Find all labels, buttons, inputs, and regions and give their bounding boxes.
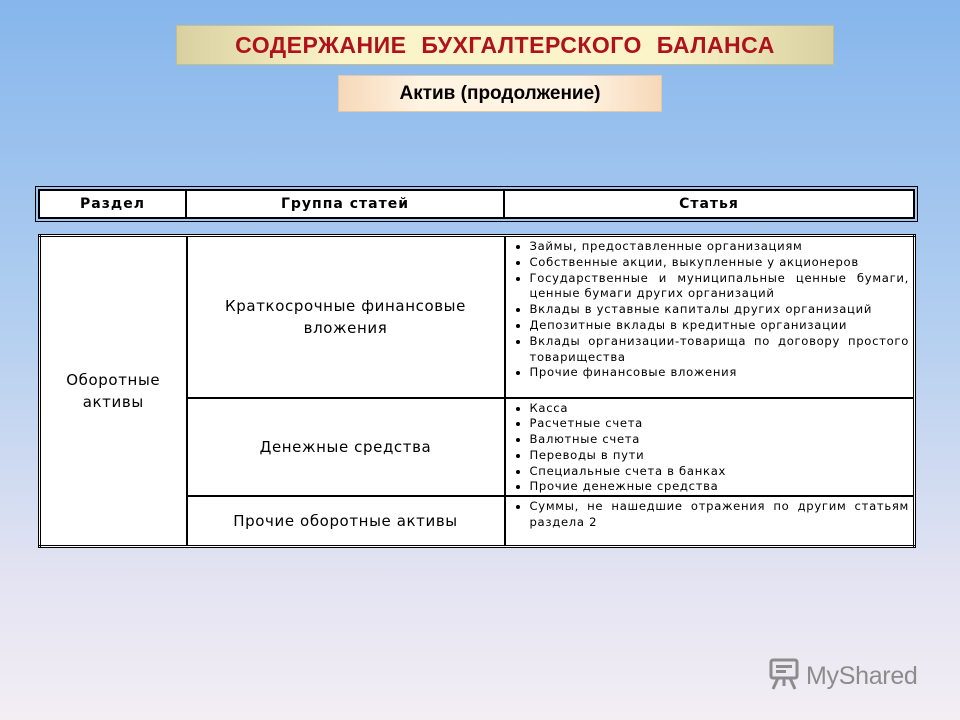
list-item: • Вклады организации-товарища по договору простого товарищества bbox=[530, 334, 910, 366]
watermark bbox=[766, 656, 936, 696]
list-item: • Валютные счета bbox=[530, 432, 910, 448]
list-item: • Специальные счета в банках bbox=[530, 464, 910, 480]
list-item: • Прочие финансовые вложения bbox=[530, 365, 910, 381]
list-item: • Государственные и муниципальные ценные бумаги, ценные бумаги других организаций bbox=[530, 271, 910, 303]
list-item: • Займы, предоставленные организациям bbox=[530, 239, 910, 255]
slide-subtitle: Актив (продолжение) bbox=[338, 75, 662, 112]
group-cell: Прочие оборотные активы bbox=[187, 496, 505, 546]
article-cell bbox=[505, 236, 915, 398]
slide-title: СОДЕРЖАНИЕ БУХГАЛТЕРСКОГО БАЛАНСА bbox=[176, 25, 834, 65]
list-item: • Переводы в пути bbox=[530, 448, 910, 464]
table-row bbox=[40, 236, 915, 398]
balance-table bbox=[38, 234, 916, 548]
list-item: • Вклады в уставные капиталы других организаций bbox=[530, 302, 910, 318]
group-cell: Краткосрочные финансовые вложения bbox=[187, 236, 505, 398]
header-section: Раздел bbox=[39, 190, 186, 218]
article-cell bbox=[505, 496, 915, 546]
article-cell bbox=[505, 398, 915, 497]
list-item: • Касса bbox=[530, 401, 910, 417]
watermark-text: MyShared bbox=[806, 661, 918, 690]
header-group: Группа статей bbox=[186, 190, 504, 218]
list-item: • Депозитные вклады в кредитные организации bbox=[530, 318, 910, 334]
list-item: • Суммы, не нашедшие отражения по другим статьям раздела 2 bbox=[530, 499, 910, 531]
list-item: • Расчетные счета bbox=[530, 416, 910, 432]
list-item: • Прочие денежные средства bbox=[530, 479, 910, 495]
header-article: Статья bbox=[504, 190, 914, 218]
table-header bbox=[38, 189, 915, 219]
presentation-board-icon bbox=[766, 656, 802, 696]
section-cell: Оборотные активы bbox=[40, 236, 187, 547]
group-cell: Денежные средства bbox=[187, 398, 505, 497]
list-item: • Собственные акции, выкупленные у акционеров bbox=[530, 255, 910, 271]
